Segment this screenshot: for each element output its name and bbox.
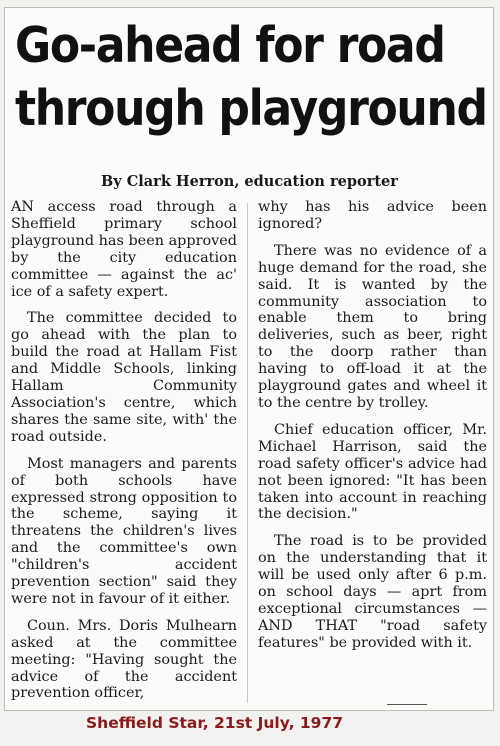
source-credit: Sheffield Star, 21st July, 1977 xyxy=(86,714,344,732)
headline-line-1: Go-ahead for road xyxy=(15,17,445,74)
article-column-right xyxy=(258,199,487,652)
paragraph: Most managers and parents of both schools have expressed strong opposition to the scheme, saying it threatens the children's lives and the committee's own "children's accident prevention section" said they were not in favour of it either. xyxy=(11,455,237,607)
article-column-left xyxy=(11,199,237,702)
paragraph: Chief education officer, Mr. Michael Harrison, said the road safety officer's advice had not been ignored: "It has been taken into account in reaching the decision." xyxy=(258,421,487,523)
column-divider xyxy=(247,203,248,703)
paragraph: AN access road through a Sheffield primary school playground has been approved by the city education committee — against the ac' ice of a safety expert. xyxy=(11,199,237,300)
headline-line-2: through playground xyxy=(15,80,487,137)
paragraph: The road is to be provided on the understanding that it will be used only after 6 p.m. on school days — aprt from exceptional circumstances — AND THAT "road safety features" be provided with it. xyxy=(258,533,487,651)
byline: By Clark Herron, education reporter xyxy=(101,173,398,190)
paragraph: Coun. Mrs. Doris Mulhearn asked at the committee meeting: "Having sought the advice of the accident prevention officer, xyxy=(11,617,237,702)
paragraph: why has his advice been ignored? xyxy=(258,199,487,232)
article-end-rule xyxy=(387,704,427,705)
headline xyxy=(15,14,487,140)
newspaper-clipping xyxy=(4,7,494,711)
paragraph: The committee decided to go ahead with the plan to build the road at Hallam Fist and Middle Schools, linking Hallam Community Association's centre, which shares the same site, with' the road outside. xyxy=(11,310,237,445)
paragraph: There was no evidence of a huge demand for the road, she said. It is wanted by the community association to enable them to bring deliveries, such as beer, right to the doorp rather than having to off-load it at the playground gates and wheel it to the centre by trolley. xyxy=(258,242,487,411)
